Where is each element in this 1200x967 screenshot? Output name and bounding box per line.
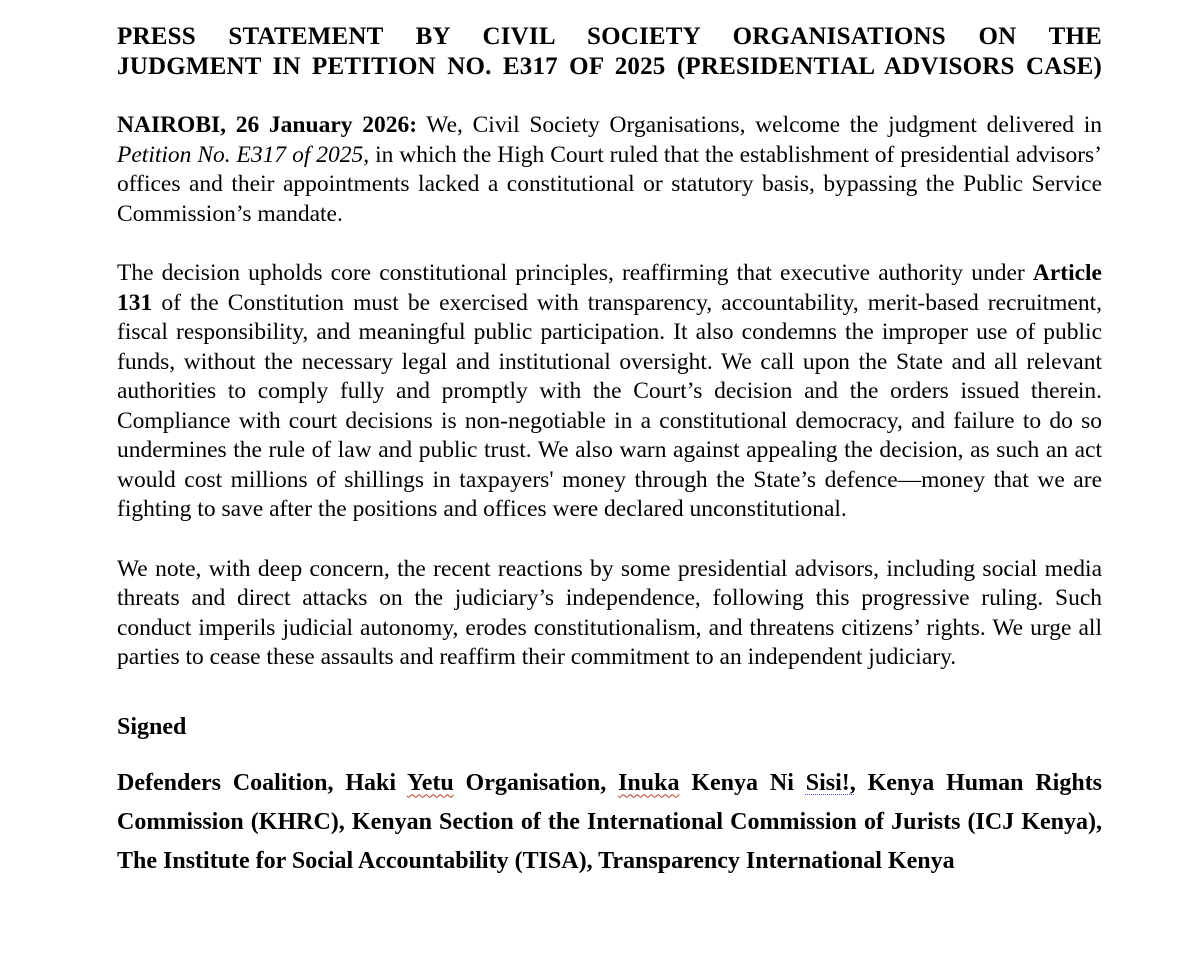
paragraph-intro bbox=[117, 111, 1102, 229]
grammar-flag-sisi: Sisi!, bbox=[805, 769, 856, 796]
signatories-part-1: Defenders Coalition, Haki bbox=[117, 769, 408, 796]
press-statement-title bbox=[117, 22, 1102, 82]
signatories-part-3: Kenya Ni bbox=[679, 769, 806, 796]
title-line-1: PRESS STATEMENT BY CIVIL SOCIETY ORGANISATIONS ON THE bbox=[117, 23, 1102, 50]
paragraph-concern: We note, with deep concern, the recent reactions by some presidential advisors, including social media threats and direct attacks on the judiciary’s independence, following this progressive ruling. Such conduct imperils judicial autonomy, erodes constitutionalism, and threatens citizens’ rights. We urge all parties to cease these assaults and reaffirm their commitment to an independent judiciary. bbox=[117, 555, 1102, 670]
intro-text-b: , in which the High Court ruled that the establishment of presidential advisors’ offices and their appointments lacked a constitutional or statutory basis, bypassing the Public Service Commission’s mandate. bbox=[117, 141, 1102, 227]
spellcheck-word-inuka: Inuka bbox=[618, 769, 680, 796]
decision-text-a: The decision upholds core constitutional principles, reaffirming that executive authority under bbox=[117, 260, 1033, 286]
article-reference: Article 131 bbox=[117, 260, 1102, 316]
title-line-2: JUDGMENT IN PETITION NO. E317 OF 2025 (PRESIDENTIAL ADVISORS CASE) bbox=[117, 53, 1102, 80]
signatories-list bbox=[117, 764, 1102, 881]
decision-text-b: of the Constitution must be exercised with transparency, accountability, merit-based recruitment, fiscal responsibility, and meaningful public participation. It also condemns the improper use of public funds, without the necessary legal and institutional oversight. We call upon the State and all relevant authorities to comply fully and promptly with the Court’s decision and the orders issued therein. Compliance with court decisions is non-negotiable in a constitutional democracy, and failure to do so undermines the rule of law and public trust. We also warn against appealing the decision, as such an act would cost millions of shillings in taxpayers' money through the State’s defence—money that we are fighting to save after the positions and offices were declared unconstitutional. bbox=[117, 289, 1102, 522]
intro-text-a: We, Civil Society Organisations, welcome the judgment delivered in bbox=[417, 112, 1102, 138]
signatories-part-4: Kenya Human Rights Commission (KHRC), Kenyan Section of the International Commission of Jurists (ICJ Kenya), The Institute for Social Accountability (TISA), Transparency International Kenya bbox=[117, 769, 1103, 874]
case-name: Petition No. E317 of 2025 bbox=[117, 141, 364, 168]
spellcheck-word-yetu: Yetu bbox=[407, 769, 454, 796]
dateline: NAIROBI, 26 January 2026: bbox=[117, 112, 418, 138]
paragraph-decision bbox=[117, 259, 1102, 525]
signatories-part-2: Organisation, bbox=[453, 769, 619, 796]
document-page bbox=[117, 22, 1102, 881]
signed-label: Signed bbox=[117, 713, 187, 740]
